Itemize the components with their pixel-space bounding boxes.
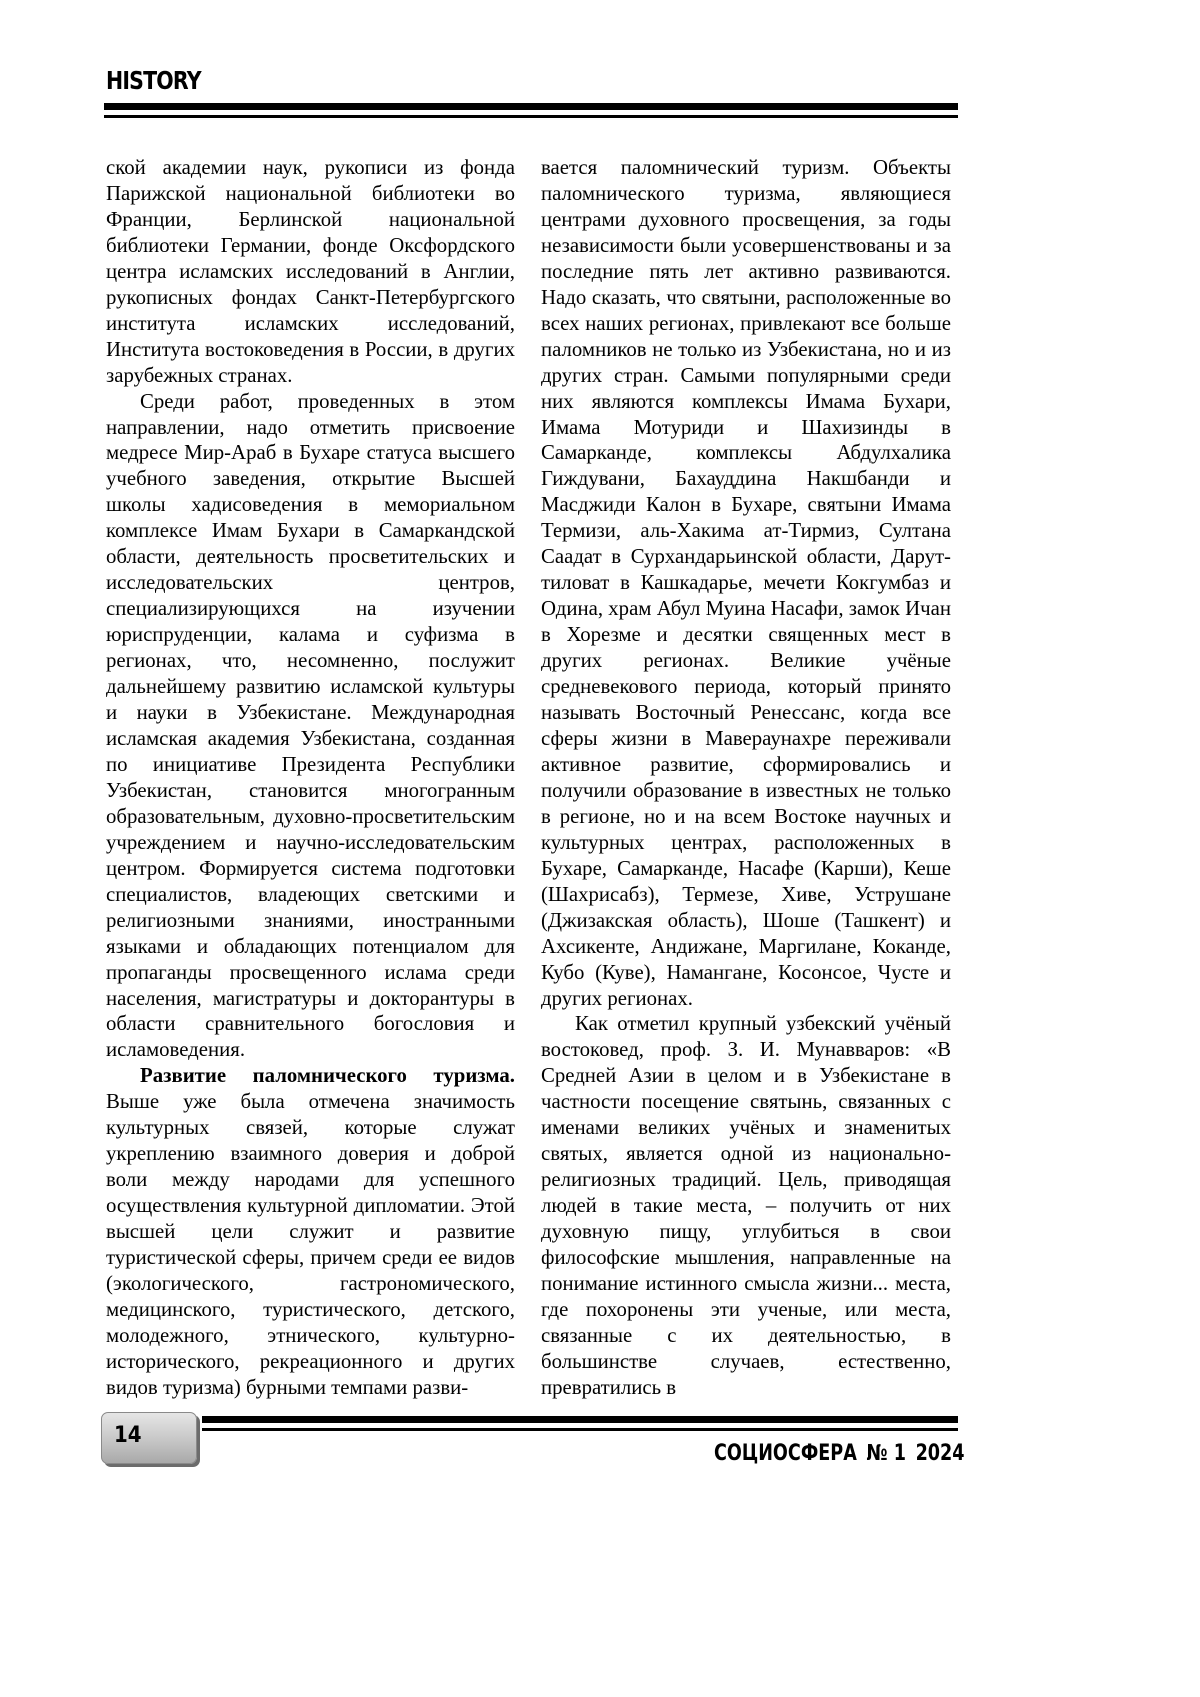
page-number: 14 (114, 1423, 142, 1448)
right-paragraph-2: Как отметил крупный узбекский учёный востоковед, проф. З. И. Мунавваров: «В Средней Азии в целом и в Узбекистане в частности посещение святынь, связанных с именами великих учёных и знаменитых святых, является одной из национально-религиозных традиций. Цель, приводящая людей в такие места, – получить от них духовную пищу, углубиться в свои философские мышления, направленные на понимание истинного смысла жизни... места, где похоронены эти ученые, или места, связанные с их деятельностью, в большинстве случаев, естественно, превратились в (541, 1012, 951, 1399)
left-paragraph-1: ской академии наук, рукописи из фонда Парижской национальной библиотеки во Франции, Берлинской национальной библиотеки Германии, фонде Оксфордского центра исламских исследований в Англии, рукописных фондах Санкт-Петербургского института исламских исследований, Института востоковедения в России, в других зарубежных странах. (106, 156, 515, 387)
subheading-pilgrimage-tourism: Развитие паломнического туризма. (140, 1064, 515, 1088)
right-paragraph-1: вается паломнический туризм. Объекты паломнического туризма, являющиеся центрами духовного просвещения, за годы независимости были усовершенствованы и за последние пять лет активно развиваются. Надо сказать, что святыни, расположенные во всех наших регионах, привлекают все больше паломников не только из Узбекистана, но и из других стран. Самыми популярными среди них являются комплексы Имама Бухари, Имама Мотуриди и Шахизинды в Самарканде, комплексы Абдулхалика Гиждувани, Бахауддина Накшбанди и Масджиди Калон в Бухаре, святыни Имама Термизи, аль-Хакима ат-Тирмиз, Султана Саадат в Сурхандарьинской области, Дарут-тиловат в Кашкадарье, мечети Кокгумбаз и Одина, храм Абул Муина Насафи, замок Ичан в Хорезме и десятки священных мест в других регионах. Великие учёные средневекового периода, который принято называть Восточный Ренессанс, когда все сферы жизни в Мавераунахре переживали активное развитие, сформировались и получили образование в известных не только в регионе, но и на всем Востоке научных и культурных центрах, расположенных в Бухаре, Самарканде, Насафе (Карши), Кеше (Шахрисабз), Термезе, Хиве, Уструшане (Джизакская область), Шоше (Ташкент) и Ахсикенте, Андижане, Маргилане, Коканде, Кубо (Куве), Намангане, Косонсое, Чусте и других регионах. (541, 156, 951, 1010)
issue-year: 2024 (915, 1441, 965, 1466)
header-rule-thin (104, 115, 958, 118)
left-paragraph-3 (106, 1063, 515, 1400)
journal-issue-line (714, 1441, 974, 1466)
footer-rule-thin (202, 1428, 958, 1431)
footer-rule-thick (202, 1416, 958, 1423)
left-column (106, 155, 515, 1401)
left-paragraph-2: Среди работ, проведенных в этом направлении, надо отметить присвоение медресе Мир-Араб в Бухаре статуса высшего учебного заведения, открытие Высшей школы хадисоведения в мемориальном комплексе Имам Бухари в Самаркандской области, деятельность просветительских и исследовательских центров, специализирующихся на изучении юриспруденции, калама и суфизма в регионах, что, несомненно, послужит дальнейшему развитию исламской культуры и науки в Узбекистане. Международная исламская академия Узбекистана, созданная по инициативе Президента Республики Узбекистан, становится многогранным образовательным, духовно-просветительским учреждением и научно-исследовательским центром. Формируется система подготовки специалистов, владеющих светскими и религиозными знаниями, иностранными языками и обладающих потенциалом для пропаганды просвещенного ислама среди населения, магистратуры и докторантуры в области сравнительного богословия и исламоведения. (106, 389, 515, 1062)
left-paragraph-3-body: Выше уже была отмечена значимость культурных связей, которые служат укреплению взаимного доверия и доброй воли между народами для успешного осуществления культурной дипломатии. Этой высшей цели служит и развитие туристической сферы, причем среди ее видов (экологического, гастрономического, медицинского, туристического, детского, молодежного, этнического, культурно-исторического, рекреационного и других видов туризма) бурными темпами разви- (106, 1090, 515, 1399)
issue-number: № 1 (866, 1441, 906, 1466)
right-column (541, 155, 951, 1401)
journal-name: СОЦИОСФЕРА (714, 1441, 857, 1466)
section-label: HISTORY (106, 66, 201, 95)
header-rule-thick (104, 103, 958, 110)
page-number-badge (101, 1412, 197, 1464)
